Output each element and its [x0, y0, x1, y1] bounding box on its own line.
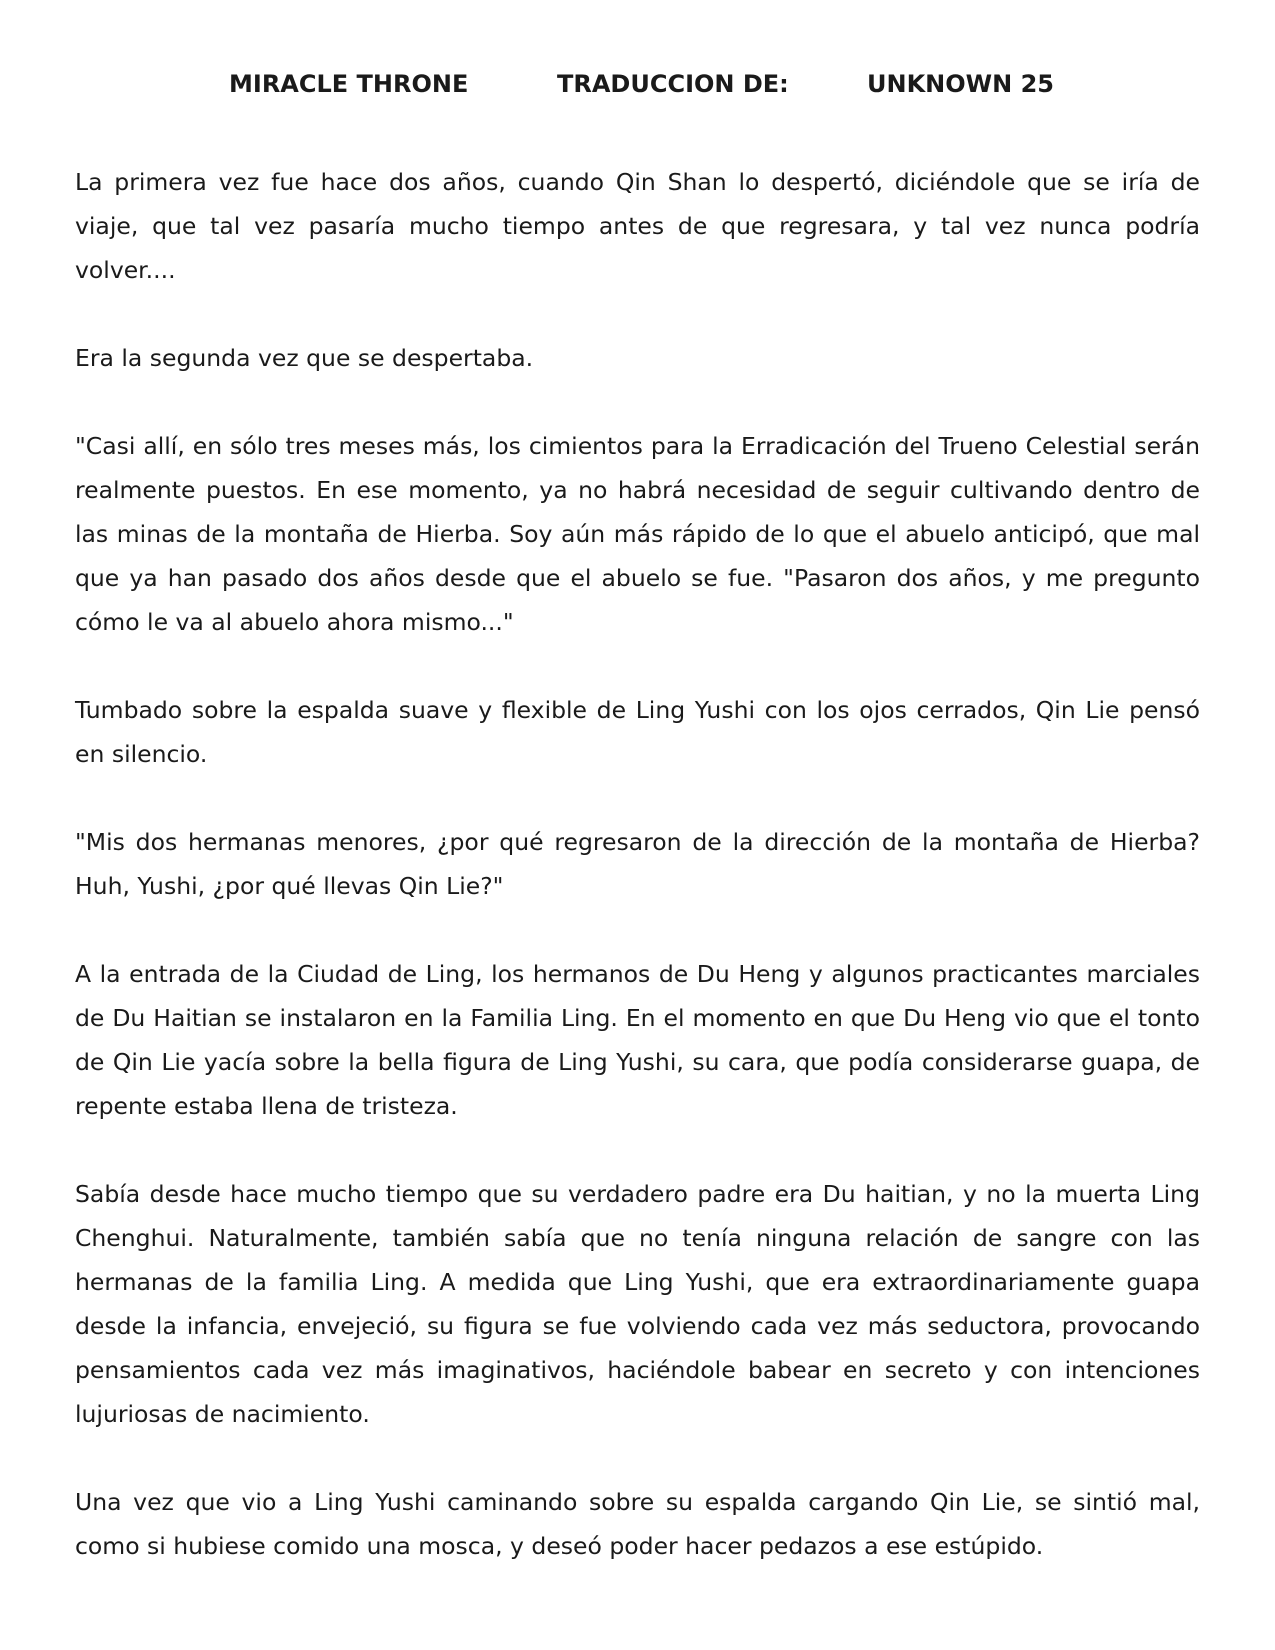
paragraph: Tumbado sobre la espalda suave y flexible de Ling Yushi con los ojos cerrados, Qin Lie pensó en silencio. — [75, 696, 1200, 768]
translator-name: UNKNOWN 25 — [867, 70, 1054, 98]
paragraph: Sabía desde hace mucho tiempo que su verdadero padre era Du haitian, y no la muerta Ling Chenghui. Naturalmente, también sabía que no tenía ninguna relación de sangre con las hermanas de la familia Ling. A medida que Ling Yushi, que era extraordinariamente guapa desde la infancia, envejeció, su figura se fue volviendo cada vez más seductora, provocando pensamientos cada vez más imaginativos, haciéndole babear en secreto y con intenciones lujuriosas de nacimiento. — [75, 1180, 1200, 1428]
document-body — [75, 160, 1200, 1612]
page-header — [0, 70, 1275, 110]
paragraph: La primera vez fue hace dos años, cuando Qin Shan lo despertó, diciéndole que se iría de viaje, que tal vez pasaría mucho tiempo antes de que regresara, y tal vez nunca podría volver.... — [75, 168, 1200, 284]
paragraph: "Mis dos hermanas menores, ¿por qué regresaron de la dirección de la montaña de Hierba? Huh, Yushi, ¿por qué llevas Qin Lie?" — [75, 828, 1200, 900]
translation-label: TRADUCCION DE: — [557, 70, 789, 98]
novel-title: MIRACLE THRONE — [229, 70, 469, 98]
paragraph: Una vez que vio a Ling Yushi caminando sobre su espalda cargando Qin Lie, se sintió mal, como si hubiese comido una mosca, y deseó poder hacer pedazos a ese estúpido. — [75, 1488, 1200, 1560]
paragraph: Era la segunda vez que se despertaba. — [75, 344, 534, 372]
paragraph: "Casi allí, en sólo tres meses más, los cimientos para la Erradicación del Trueno Celestial serán realmente puestos. En ese momento, ya no habrá necesidad de seguir cultivando dentro de las minas de la montaña de Hierba. Soy aún más rápido de lo que el abuelo anticipó, que mal que ya han pasado dos años desde que el abuelo se fue. "Pasaron dos años, y me pregunto cómo le va al abuelo ahora mismo..." — [75, 432, 1200, 636]
paragraph: A la entrada de la Ciudad de Ling, los hermanos de Du Heng y algunos practicantes marciales de Du Haitian se instalaron en la Familia Ling. En el momento en que Du Heng vio que el tonto de Qin Lie yacía sobre la bella figura de Ling Yushi, su cara, que podía considerarse guapa, de repente estaba llena de tristeza. — [75, 960, 1200, 1120]
